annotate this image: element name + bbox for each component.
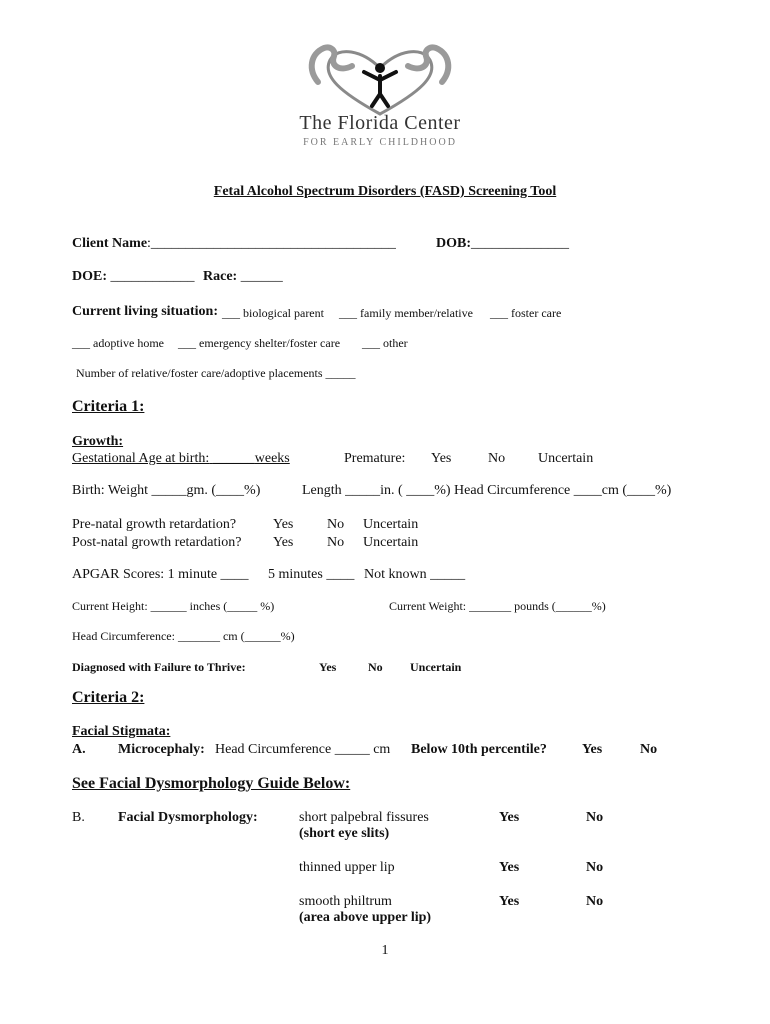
client-name-field: [72, 236, 396, 252]
item-a-letter: A.: [72, 742, 86, 757]
living-option-biological-parent: ___ biological parent: [222, 306, 324, 320]
growth-heading: Growth:: [72, 434, 124, 449]
head-circumference-field: Head Circumference: _______ cm (______%): [72, 629, 295, 643]
gestational-age-unit: weeks: [254, 451, 290, 466]
prenatal-question: Pre-natal growth retardation?: [72, 517, 237, 532]
failure-to-thrive-no: No: [368, 660, 383, 674]
failure-to-thrive-yes: Yes: [319, 660, 337, 674]
failure-to-thrive-uncertain: Uncertain: [410, 660, 462, 674]
logo-name: The Florida Center: [299, 112, 461, 134]
smooth-philtrum-yes: Yes: [499, 894, 520, 909]
item-b-letter: B.: [72, 810, 85, 825]
placements-count: Number of relative/foster care/adoptive placements _____: [76, 366, 356, 380]
postnatal-question: Post-natal growth retardation?: [72, 535, 242, 550]
dysmorphology-guide-heading: See Facial Dysmorphology Guide Below:: [72, 775, 351, 792]
premature-no: No: [488, 451, 506, 466]
current-height-field: Current Height: ______ inches (_____ %): [72, 599, 275, 613]
apgar-5-minutes: 5 minutes ____: [268, 567, 355, 582]
dysmorph-item-palpebral-fissures: short palpebral fissures: [299, 810, 429, 825]
doe-label: DOE:: [72, 269, 107, 284]
apgar-not-known: Not known _____: [364, 567, 466, 582]
dob-field: [436, 236, 569, 252]
dysmorph-item-palpebral-fissures-note: (short eye slits): [299, 826, 390, 841]
gestational-age-field: [72, 451, 290, 467]
race-blank: ______: [240, 269, 283, 284]
gestational-age-label: Gestational Age at birth:: [72, 451, 210, 466]
race-field: [203, 269, 283, 285]
prenatal-no: No: [327, 517, 345, 532]
failure-to-thrive-label: Diagnosed with Failure to Thrive:: [72, 660, 246, 674]
race-label: Race:: [203, 269, 238, 284]
below-10th-no: No: [640, 742, 658, 757]
dysmorph-item-smooth-philtrum: smooth philtrum: [299, 894, 392, 909]
postnatal-yes: Yes: [273, 535, 294, 550]
criteria-2-heading: Criteria 2:: [72, 689, 145, 706]
palpebral-fissures-no: No: [586, 810, 604, 825]
gestational-age-blank: ______: [212, 451, 255, 466]
facial-dysmorphology-label: Facial Dysmorphology:: [118, 810, 258, 825]
thinned-upper-lip-yes: Yes: [499, 860, 520, 875]
microcephaly-label: Microcephaly:: [118, 742, 205, 757]
microcephaly-head-circumference: [215, 742, 390, 758]
document-title: Fetal Alcohol Spectrum Disorders (FASD) Screening Tool: [213, 184, 557, 199]
prenatal-uncertain: Uncertain: [363, 517, 419, 532]
client-name-label: Client Name: [72, 236, 148, 251]
page-number: 1: [381, 943, 389, 958]
doe-blank: ____________: [110, 269, 195, 284]
premature-label: Premature:: [344, 451, 406, 466]
living-option-emergency-shelter: ___ emergency shelter/foster care: [178, 336, 341, 350]
below-10th-yes: Yes: [582, 742, 603, 757]
microcephaly-hc-blank: _____: [334, 742, 370, 757]
living-option-family-member: ___ family member/relative: [339, 306, 473, 320]
below-10th-percentile-question: Below 10th percentile?: [411, 742, 547, 757]
smooth-philtrum-no: No: [586, 894, 604, 909]
living-option-other: ___ other: [362, 336, 408, 350]
birth-length-head-field: Length _____in. ( ____%) Head Circumference ____cm (____%): [302, 483, 672, 498]
heart-figure-logo-icon: [300, 42, 460, 122]
doe-field: [72, 269, 195, 285]
dob-blank: ______________: [471, 236, 569, 251]
current-weight-field: Current Weight: _______ pounds (______%): [389, 599, 606, 613]
logo-subtitle: FOR EARLY CHILDHOOD: [303, 137, 457, 148]
postnatal-no: No: [327, 535, 345, 550]
premature-uncertain: Uncertain: [538, 451, 594, 466]
dysmorph-item-smooth-philtrum-note: (area above upper lip): [299, 910, 432, 925]
living-situation-label: Current living situation:: [72, 304, 218, 319]
living-option-foster-care: ___ foster care: [490, 306, 562, 320]
apgar-1-minute: APGAR Scores: 1 minute ____: [72, 567, 249, 582]
client-name-blank: :___________________________________: [147, 236, 396, 251]
living-option-adoptive-home: ___ adoptive home: [72, 336, 164, 350]
facial-stigmata-heading: Facial Stigmata:: [72, 724, 171, 739]
microcephaly-hc-unit: cm: [373, 742, 391, 757]
dob-label: DOB:: [436, 236, 471, 251]
prenatal-yes: Yes: [273, 517, 294, 532]
thinned-upper-lip-no: No: [586, 860, 604, 875]
dysmorph-item-thinned-upper-lip: thinned upper lip: [299, 860, 395, 875]
postnatal-uncertain: Uncertain: [363, 535, 419, 550]
premature-yes: Yes: [431, 451, 452, 466]
palpebral-fissures-yes: Yes: [499, 810, 520, 825]
birth-weight-field: Birth: Weight _____gm. (____%): [72, 483, 261, 498]
criteria-1-heading: Criteria 1:: [72, 398, 145, 415]
microcephaly-hc-label: Head Circumference: [215, 742, 332, 757]
